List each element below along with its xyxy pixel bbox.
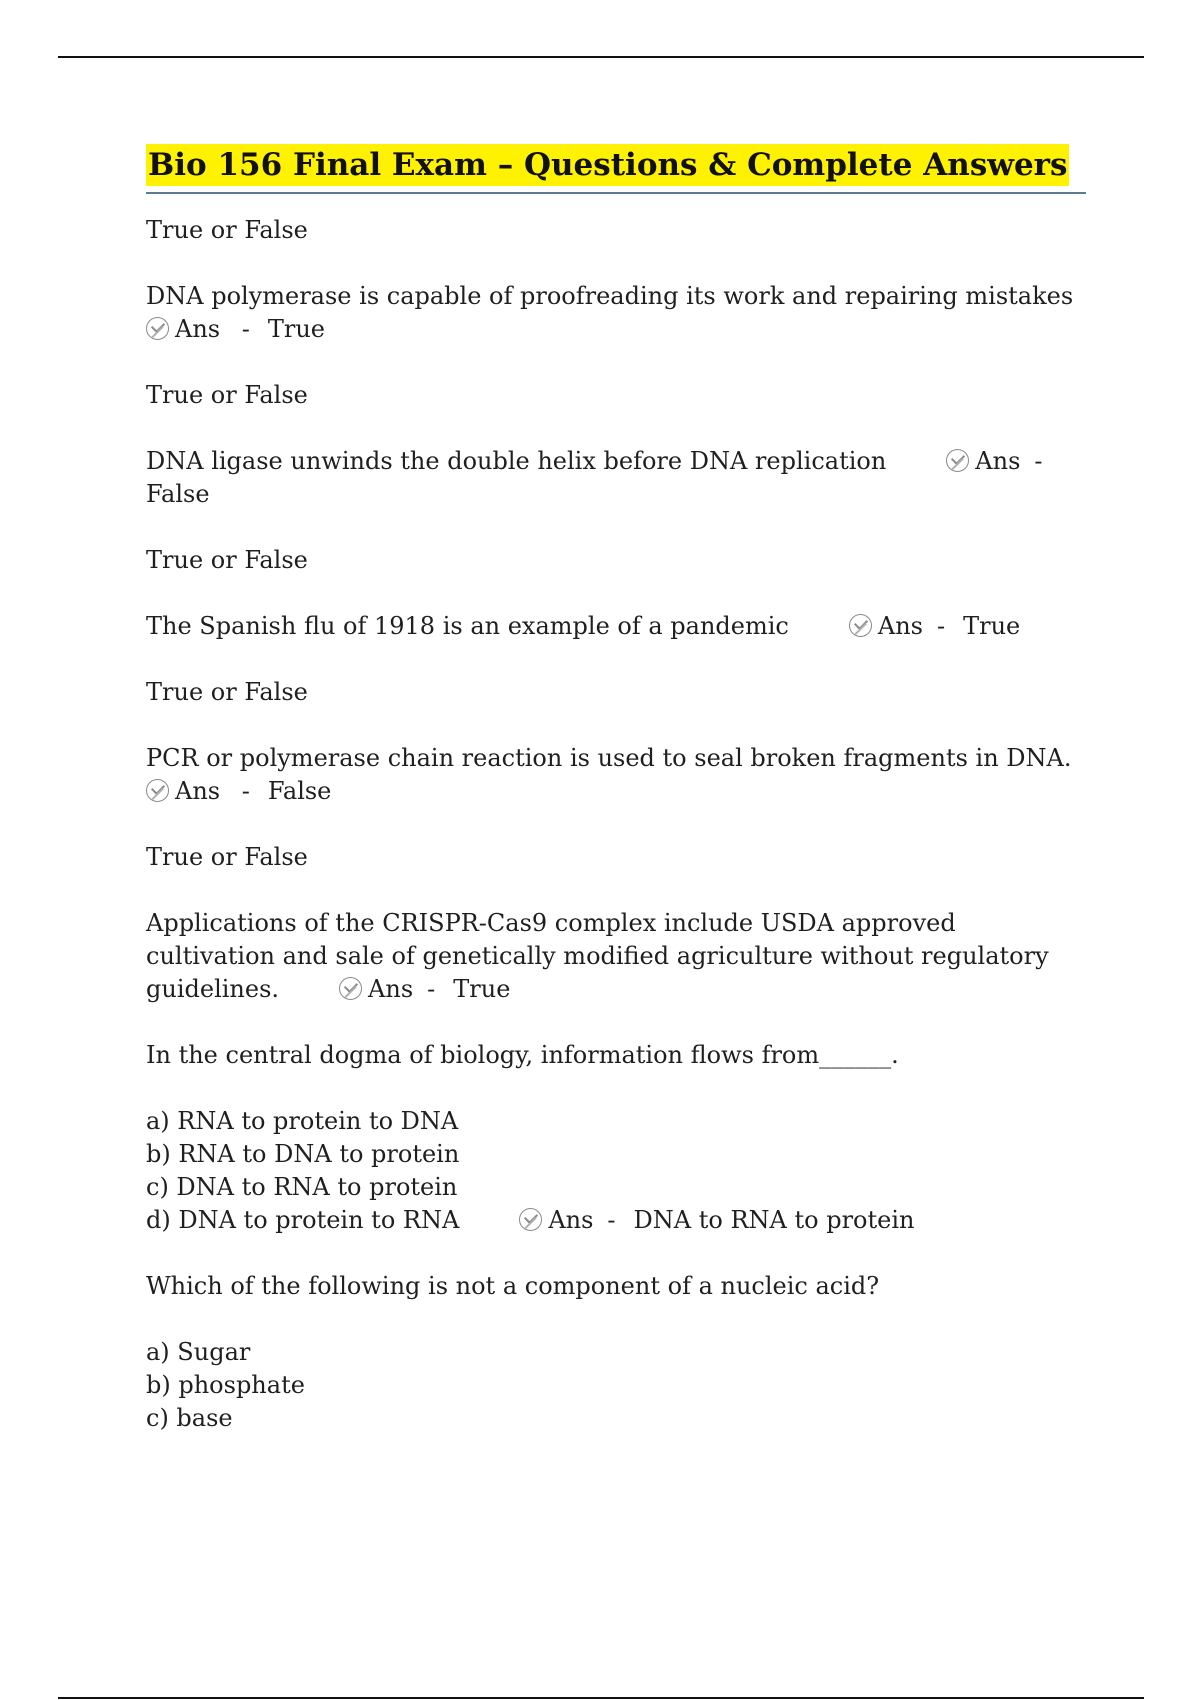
- bottom-rule: [58, 1697, 1144, 1699]
- answer-value: False: [146, 480, 210, 508]
- question-text: [146, 907, 1086, 1006]
- question-header: True or False: [146, 843, 308, 871]
- check-circle-icon: [146, 779, 169, 802]
- question-text: [146, 445, 1086, 511]
- answer-value: False: [267, 777, 332, 805]
- option-item: c) DNA to RNA to protein: [146, 1173, 458, 1201]
- question-text: [146, 742, 1086, 808]
- option-item: a) RNA to protein to DNA: [146, 1107, 459, 1135]
- question-line: [146, 973, 1086, 1006]
- question-line: PCR or polymerase chain reaction is used to seal broken fragments in DNA.: [146, 744, 1072, 772]
- question-text: [146, 610, 1086, 643]
- question-text: In the central dogma of biology, information flows from______.: [146, 1041, 899, 1069]
- answer-label: Ans: [368, 975, 414, 1003]
- option-item-with-answer: [146, 1204, 1086, 1237]
- question-line-text: guidelines.: [146, 975, 280, 1003]
- answer-separator: -: [427, 975, 436, 1003]
- answer-line: [146, 313, 1086, 346]
- answer-label: Ans: [877, 612, 923, 640]
- answer-separator: -: [241, 777, 250, 805]
- options-list: [146, 1336, 1086, 1435]
- question-header: True or False: [146, 678, 308, 706]
- option-item: a) Sugar: [146, 1338, 251, 1366]
- answer-label: Ans: [975, 447, 1021, 475]
- question-text: Which of the following is not a component of a nucleic acid?: [146, 1272, 880, 1300]
- check-circle-icon: [849, 614, 872, 637]
- answer-separator: -: [936, 612, 946, 640]
- answer-value: True: [963, 612, 1021, 640]
- check-circle-icon: [146, 317, 169, 340]
- question-line: Applications of the CRISPR-Cas9 complex include USDA approved: [146, 909, 956, 937]
- answer-inline: [339, 975, 510, 1003]
- answer-label: Ans: [548, 1206, 594, 1234]
- option-item: b) RNA to DNA to protein: [146, 1140, 460, 1168]
- question-line: [146, 610, 1086, 643]
- option-item: c) base: [146, 1404, 233, 1432]
- answer-inline: [519, 1206, 914, 1234]
- check-circle-icon: [339, 977, 362, 1000]
- option-item: d) DNA to protein to RNA: [146, 1206, 460, 1234]
- check-circle-icon: [946, 449, 969, 472]
- answer-label: Ans: [175, 777, 221, 805]
- answer-label: Ans: [175, 315, 221, 343]
- document-title: Bio 156 Final Exam – Questions & Complete Answers: [146, 144, 1069, 186]
- question-line: [146, 445, 1086, 478]
- question-text: [146, 280, 1086, 346]
- answer-separator: -: [1034, 447, 1043, 475]
- answer-inline: [849, 612, 1020, 640]
- options-list: [146, 1105, 1086, 1237]
- answer-separator: -: [241, 315, 250, 343]
- question-header: True or False: [146, 381, 308, 409]
- top-rule: [58, 56, 1144, 58]
- answer-line: [146, 775, 1086, 808]
- answer-separator: -: [607, 1206, 616, 1234]
- question-header: True or False: [146, 546, 308, 574]
- question-line-text: The Spanish flu of 1918 is an example of a pandemic: [146, 612, 789, 640]
- option-item: b) phosphate: [146, 1371, 305, 1399]
- check-circle-icon: [519, 1208, 542, 1231]
- answer-value: True: [453, 975, 511, 1003]
- title-block: [146, 144, 1086, 194]
- question-line: DNA polymerase is capable of proofreading its work and repairing mistakes: [146, 282, 1074, 310]
- question-header: True or False: [146, 216, 308, 244]
- question-line-text: DNA ligase unwinds the double helix before DNA replication: [146, 447, 887, 475]
- answer-inline: [946, 447, 1042, 475]
- question-line: cultivation and sale of genetically modified agriculture without regulatory: [146, 942, 1049, 970]
- answer-value: True: [267, 315, 325, 343]
- document-body: [146, 144, 1086, 1468]
- answer-value: DNA to RNA to protein: [633, 1206, 915, 1234]
